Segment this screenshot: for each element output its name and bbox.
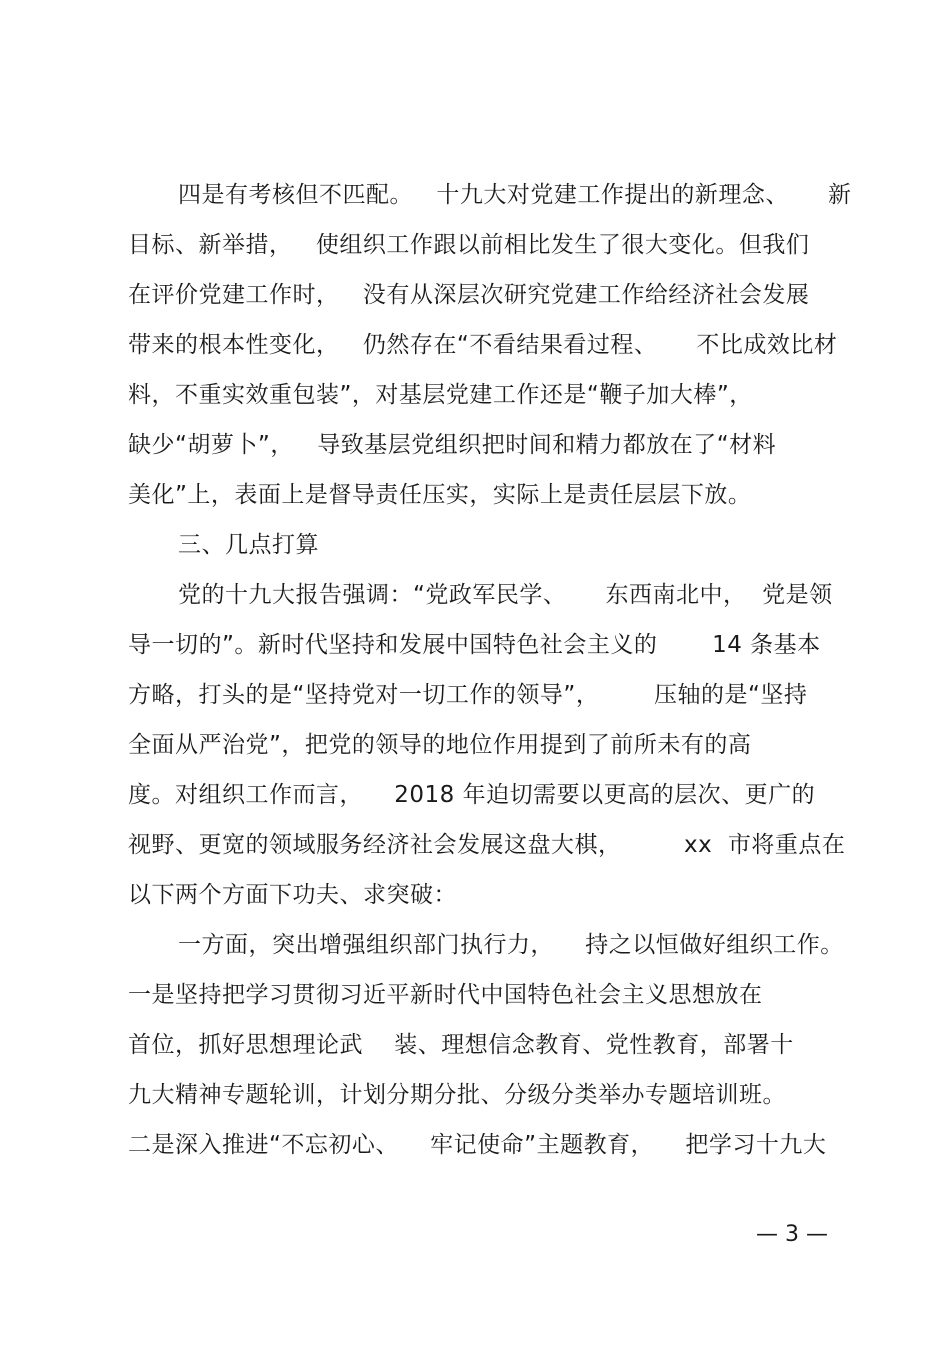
paragraph-line: 以下两个方面下功夫、求突破：	[128, 882, 457, 908]
paragraph-line: 视野、更宽的领域服务经济社会发展这盘大棋， xx 市将重点在	[128, 832, 846, 858]
paragraph-line: 二是深入推进“不忘初心、 牢记使命”主题教育， 把学习十九大	[128, 1132, 827, 1158]
page-number: — 3 —	[756, 1222, 828, 1247]
paragraph-line: 度。对组织工作而言， 2018 年迫切需要以更高的层次、更广的	[128, 782, 816, 808]
paragraph-line: 在评价党建工作时， 没有从深层次研究党建工作给经济社会发展	[128, 282, 810, 308]
paragraph-line: 导一切的”。新时代坚持和发展中国特色社会主义的 14 条基本	[128, 632, 821, 658]
paragraph-line: 党的十九大报告强调：“党政军民学、 东西南北中， 党是领	[178, 582, 833, 608]
paragraph-line: 一方面，突出增强组织部门执行力， 持之以恒做好组织工作。	[178, 932, 844, 958]
paragraph-line: 一是坚持把学习贯彻习近平新时代中国特色社会主义思想放在	[128, 982, 763, 1008]
paragraph-line: 方略，打头的是“坚持党对一切工作的领导”， 压轴的是“坚持	[128, 682, 808, 708]
paragraph-line: 全面从严治党”，把党的领导的地位作用提到了前所未有的高	[128, 732, 752, 758]
paragraph-line: 四是有考核但不匹配。 十九大对党建工作提出的新理念、 新	[178, 182, 852, 208]
paragraph-line: 首位，抓好思想理论武 装、理想信念教育、党性教育，部署十	[128, 1032, 794, 1058]
paragraph-line: 料，不重实效重包装”，对基层党建工作还是“鞭子加大棒”，	[128, 382, 753, 408]
paragraph-line: 目标、新举措， 使组织工作跟以前相比发生了很大变化。但我们	[128, 232, 810, 258]
paragraph-line: 带来的根本性变化， 仍然存在“不看结果看过程、 不比成效比材	[128, 332, 838, 358]
paragraph-line: 九大精神专题轮训，计划分期分批、分级分类举办专题培训班。	[128, 1082, 786, 1108]
paragraph-line: 美化”上，表面上是督导责任压实，实际上是责任层层下放。	[128, 482, 752, 508]
paragraph-line: 缺少“胡萝卜”， 导致基层党组织把时间和精力都放在了“材料	[128, 432, 777, 458]
section-heading: 三、几点打算	[178, 532, 319, 558]
